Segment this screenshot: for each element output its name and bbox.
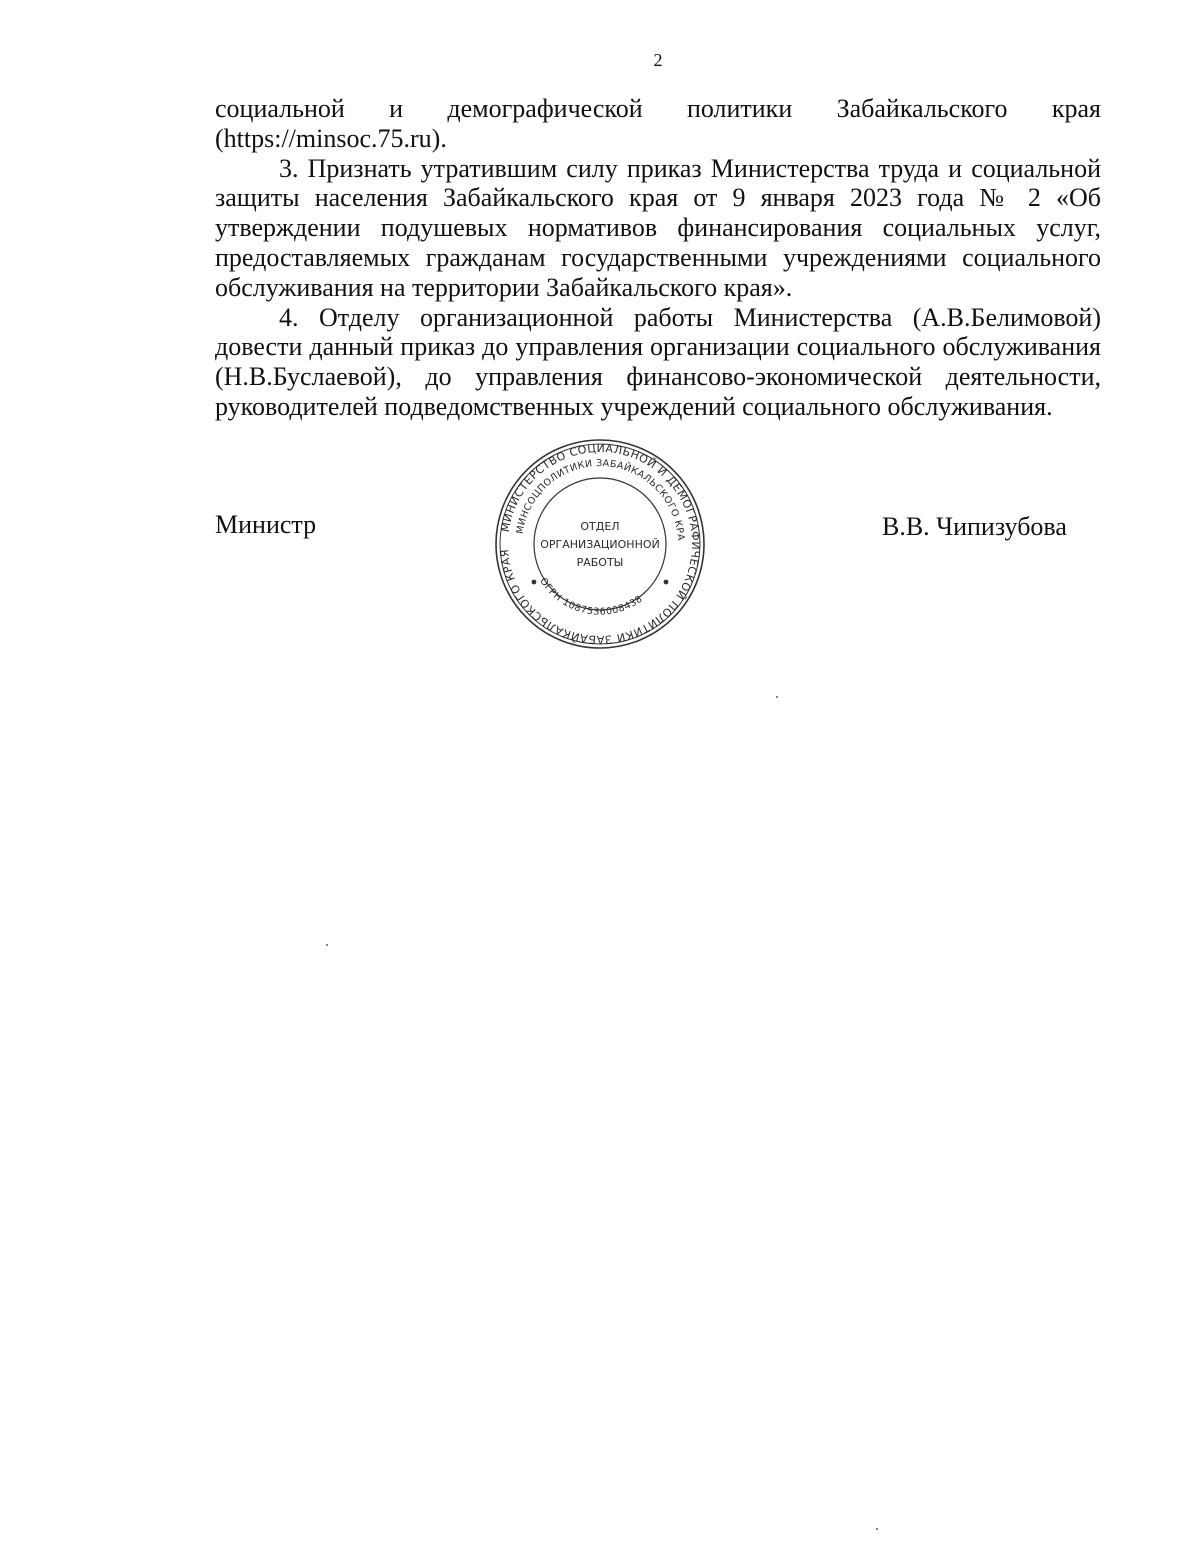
- signer-title: Министр: [215, 510, 317, 539]
- signer-name: В.В. Чипизубова: [882, 512, 1067, 541]
- stamp-outer-text: МИНИСТЕРСТВО СОЦИАЛЬНОЙ И ДЕМОГРАФИЧЕСКОЙ ПОЛИТИКИ ЗАБАЙКАЛЬСКОГО КРАЯ: [498, 441, 703, 647]
- svg-text:ОГРН 1087536008438: [537, 576, 645, 618]
- stamp-graphic: [492, 436, 708, 652]
- stamp-ogrn-text: ОГРН 1087536008438: [537, 576, 645, 618]
- paragraph-4: 4. Отделу организационной работы Министерства (А.В.Белимовой) довести данный приказ до управления организации социального обслуживания (Н.В.Буслаевой), до управления финансово-экономической деятельности, руководителей подведомственных учреждений социального обслуживания.: [215, 302, 1101, 421]
- scan-speck: [326, 944, 328, 946]
- paragraph-3: 3. Признать утратившим силу приказ Министерства труда и социальной защиты населения Забайкальского края от 9 января 2023 года № 2 «Об утверждении подушевых нормативов финансирования социальных услуг, предоставляемых гражданам государственными учреждениями социального обслуживания на территории Забайкальского края».: [215, 153, 1101, 302]
- stamp-center-line-1: ОТДЕЛ: [580, 520, 620, 533]
- stamp-center-line-3: РАБОТЫ: [576, 556, 624, 569]
- stamp-inner-top-text: МИНСОЦПОЛИТИКИ ЗАБАЙКАЛЬСКОГО КРА: [514, 457, 686, 542]
- paragraph-continuation: социальной и демографической политики Забайкальского края (https://minsoc.75.ru).: [215, 94, 1101, 153]
- document-body: [215, 94, 1101, 422]
- official-stamp: [492, 436, 708, 652]
- page-number: 2: [653, 50, 663, 70]
- scan-speck: [776, 696, 778, 698]
- stamp-center-line-2: ОРГАНИЗАЦИОННОЙ: [540, 538, 660, 551]
- scan-speck: [876, 1528, 878, 1530]
